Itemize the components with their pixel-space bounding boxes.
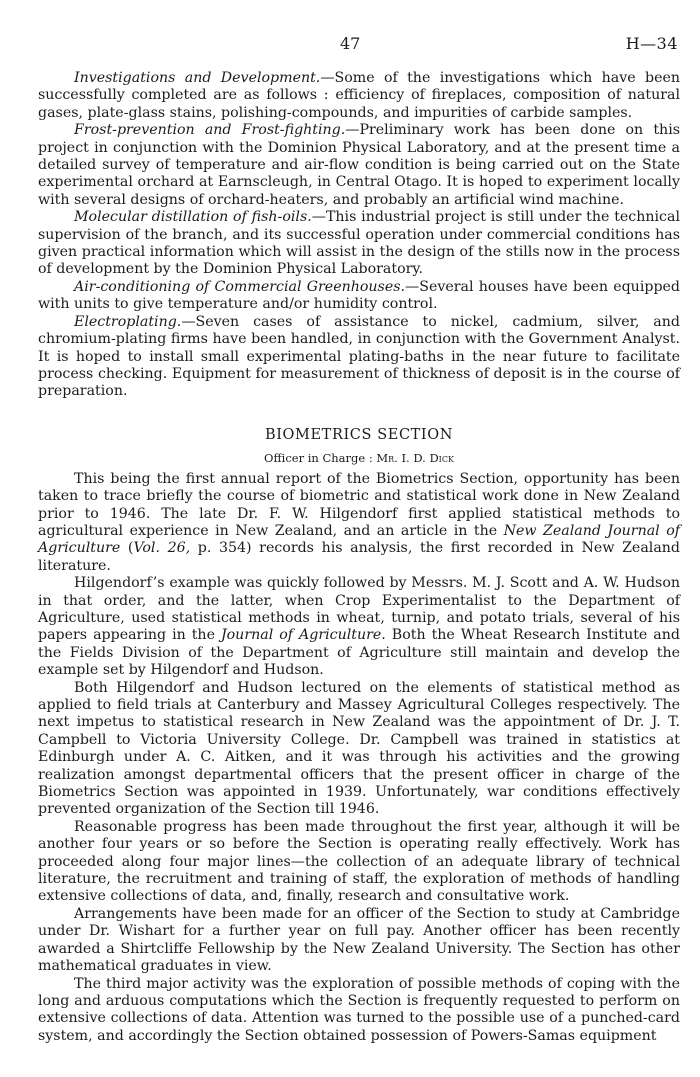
officer-in-charge	[38, 451, 680, 465]
journal-title: Journal of Agriculture.	[220, 627, 386, 644]
journal-title: New Zealand Journal of Agriculture	[38, 522, 680, 557]
paragraph-history	[38, 471, 680, 575]
paragraph-body: —This industrial project is still under the technical supervision of the branch, and its successful operation under commercial conditions has given practical information which will assist in the design of the stills now in the process of development by the Dominion Physical Laboratory.	[38, 209, 681, 278]
paragraph-electroplating	[38, 314, 680, 401]
text-run: Both the Wheat Research Institute and the Fields Division of the Department of Agriculture still maintain and develop the example set by Hilgendorf and Hudson.	[38, 627, 680, 679]
section-title: BIOMETRICS SECTION	[264, 426, 454, 443]
biometrics-block	[38, 471, 680, 1045]
paragraph-heading: Investigations and Development.	[74, 70, 321, 86]
text-run: Hilgendorf’s example was quickly followed by Messrs. M. J. Scott and A. W. Hudson in that order, and the latter, when Crop Experimentalist to the Department of Agriculture, used statistical methods in wheat, turnip, and potato trials, several of his papers appearing in the	[38, 575, 680, 644]
paragraph-investigations	[38, 70, 680, 122]
document-reference: H—34	[625, 34, 678, 53]
paragraph-progress: Reasonable progress has been made throughout the first year, although it will be another four years or so before the Section is operating really effectively. Work has proceeded along four major lines—the collection of an adequate library of technical literature, the recruitment and training of staff, the exploration of methods of handling extensive collections of data, and, finally, research and consultative work.	[38, 818, 680, 905]
text-run: (	[120, 540, 134, 557]
paragraph-heading: Air-conditioning of Commercial Greenhouses.	[74, 278, 406, 295]
paragraph-frost-prevention	[38, 122, 680, 209]
paragraph-body: —Several houses have been equipped with units to give temperature and/or humidity control.	[38, 278, 680, 313]
text-run: This being the first annual report of the Biometrics Section, opportunity has been taken to trace briefly the course of biometric and statistical work done in New Zealand prior to 1946. The late Dr. F. W. Hilgendorf first applied statistical methods to agricultural experience in New Zealand, and an article in the	[38, 470, 680, 539]
paragraph-body: —Preliminary work has been done on this project in conjunction with the Dominion Physical Laboratory, and at the present time a detailed survey of temperature and air-flow condition is being carried out on the State experimental orchard at Earnscleugh, in Central Otago. It is hoped to experiment locally with several designs of orchard-heaters, and probably an artificial wind machine.	[38, 122, 681, 208]
paragraph-arrangements: Arrangements have been made for an officer of the Section to study at Cambridge under Dr. Wishart for a further year on full pay. Another officer has been recently awarded a Shirtcliffe Fellowship by the New Zealand University. The Section has other mathematical graduates in view.	[38, 905, 680, 975]
paragraph-heading: Frost-prevention and Frost-fighting.	[74, 122, 346, 139]
text-run: p. 354) records his analysis, the first recorded in New Zealand literature.	[38, 540, 680, 574]
paragraph-molecular-distillation	[38, 209, 680, 279]
paragraph-air-conditioning	[38, 279, 680, 314]
page-number: 47	[340, 34, 361, 53]
paragraph-computations: The third major activity was the exploration of possible methods of coping with the long and arduous computations which the Section is frequently requested to perform on extensive collections of data. Attention was turned to the possible use of a punched-card system, and accordingly the Section obtained possession of Powers-Samas equipment	[38, 975, 680, 1044]
paragraph-body: —Some of the investigations which have been successfully completed are as follows : efficiency of fireplaces, composition of natural gases, plate-glass stains, polishing-compounds, and impurities of carbide samples.	[38, 70, 680, 121]
volume-reference: Vol. 26,	[133, 540, 191, 557]
research-projects-block	[38, 70, 680, 401]
paragraph-body: —Seven cases of assistance to nickel, cadmium, silver, and chromium-plating firms have been handled, in conjunction with the Government Analyst. It is hoped to install small experimental plating-baths in the near future to facilitate process checking. Equipment for measurement of thickness of deposit is in the course of preparation.	[38, 313, 680, 400]
paragraph-heading: Electroplating.	[74, 313, 182, 330]
paragraph-hilgendorf-example	[38, 575, 680, 679]
page-header	[38, 34, 680, 70]
officer-name: Mr. I. D. Dick	[376, 450, 454, 465]
officer-label: Officer in Charge :	[264, 450, 373, 465]
paragraph-heading: Molecular distillation of fish-oils.	[74, 209, 312, 226]
paragraph-lectures: Both Hilgendorf and Hudson lectured on the elements of statistical method as applied to field trials at Canterbury and Massey Agricultural Colleges respectively. The next impetus to statistical research in New Zealand was the appointment of Dr. J. T. Campbell to Victoria University College. Dr. Campbell was trained in statistics at Edinburgh under A. C. Aitken, and it was through his activities and the growing realization amongst departmental officers that the present officer in charge of the Biometrics Section was appointed in 1939. Unfortunately, war conditions effectively prevented organization of the Section till 1946.	[38, 679, 680, 818]
